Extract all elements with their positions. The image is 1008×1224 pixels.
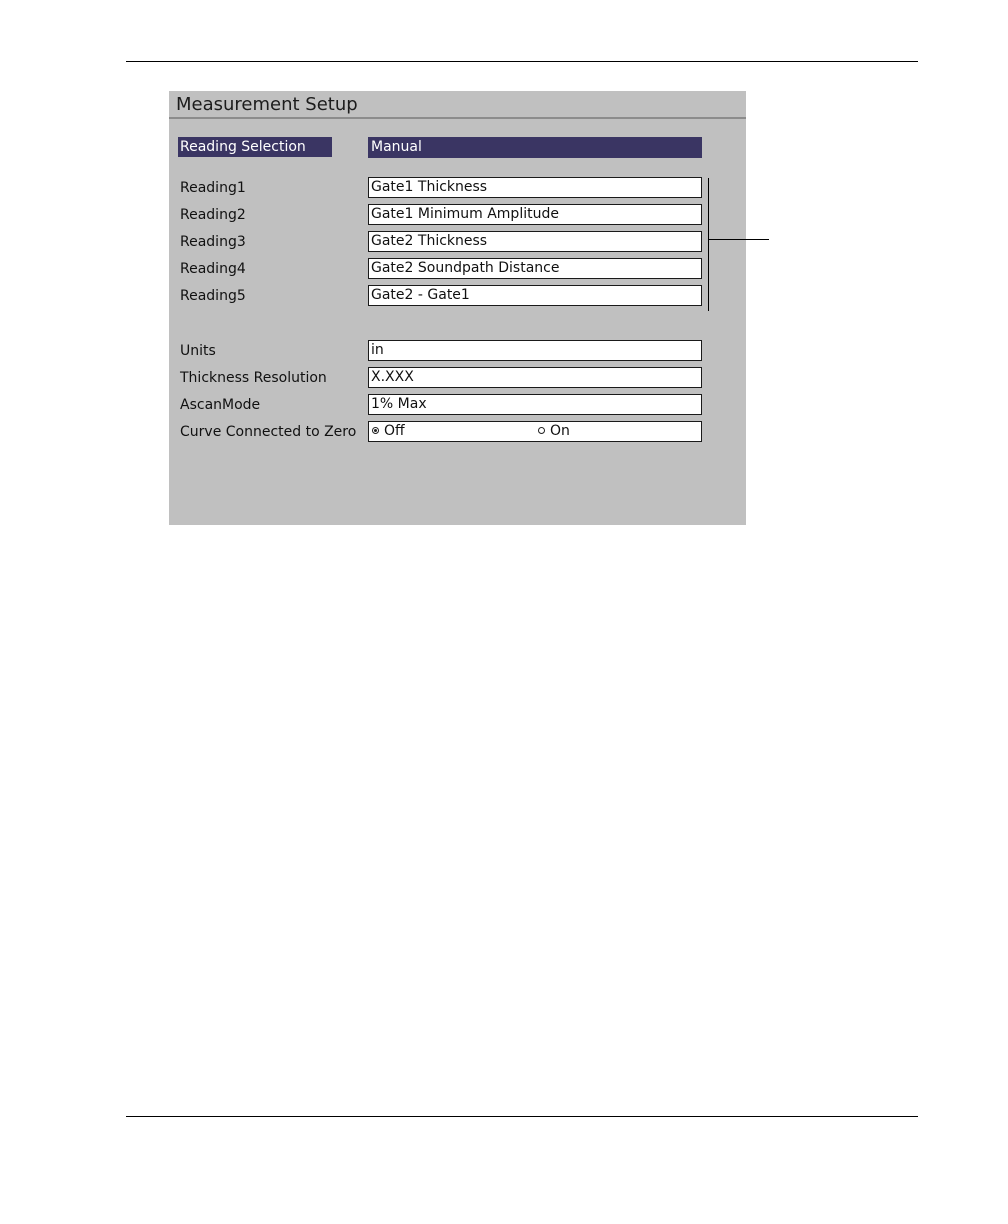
ascan-mode-field[interactable]: 1% Max — [368, 394, 702, 415]
reading4-field[interactable]: Gate2 Soundpath Distance — [368, 258, 702, 279]
reading3-field[interactable]: Gate2 Thickness — [368, 231, 702, 252]
thickness-resolution-field[interactable]: X.XXX — [368, 367, 702, 388]
measurement-setup-panel — [169, 91, 746, 525]
radio-checked-icon — [372, 427, 379, 434]
curve-connected-field — [368, 421, 702, 442]
radio-option-on[interactable] — [538, 422, 570, 441]
reading2-field[interactable]: Gate1 Minimum Amplitude — [368, 204, 702, 225]
reading2-label: Reading2 — [180, 207, 246, 223]
page-header-rule — [126, 61, 918, 62]
reading1-field[interactable]: Gate1 Thickness — [368, 177, 702, 198]
thickness-resolution-label: Thickness Resolution — [180, 370, 327, 386]
reading1-label: Reading1 — [180, 180, 246, 196]
reading5-field[interactable]: Gate2 - Gate1 — [368, 285, 702, 306]
reading-selection-field[interactable]: Manual — [368, 137, 702, 158]
units-label: Units — [180, 343, 216, 359]
readings-bracket — [708, 178, 709, 311]
curve-connected-label: Curve Connected to Zero — [180, 424, 357, 440]
radio-on-label: On — [550, 423, 570, 439]
reading3-label: Reading3 — [180, 234, 246, 250]
panel-title: Measurement Setup — [169, 91, 746, 119]
callout-line — [709, 239, 769, 240]
reading4-label: Reading4 — [180, 261, 246, 277]
reading-selection-label[interactable]: Reading Selection — [178, 137, 332, 157]
ascan-mode-label: AscanMode — [180, 397, 261, 413]
radio-unchecked-icon — [538, 427, 545, 434]
reading5-label: Reading5 — [180, 288, 246, 304]
radio-off-label: Off — [384, 423, 405, 439]
radio-option-off[interactable] — [372, 422, 405, 441]
units-field[interactable]: in — [368, 340, 702, 361]
page-footer-rule — [126, 1116, 918, 1117]
